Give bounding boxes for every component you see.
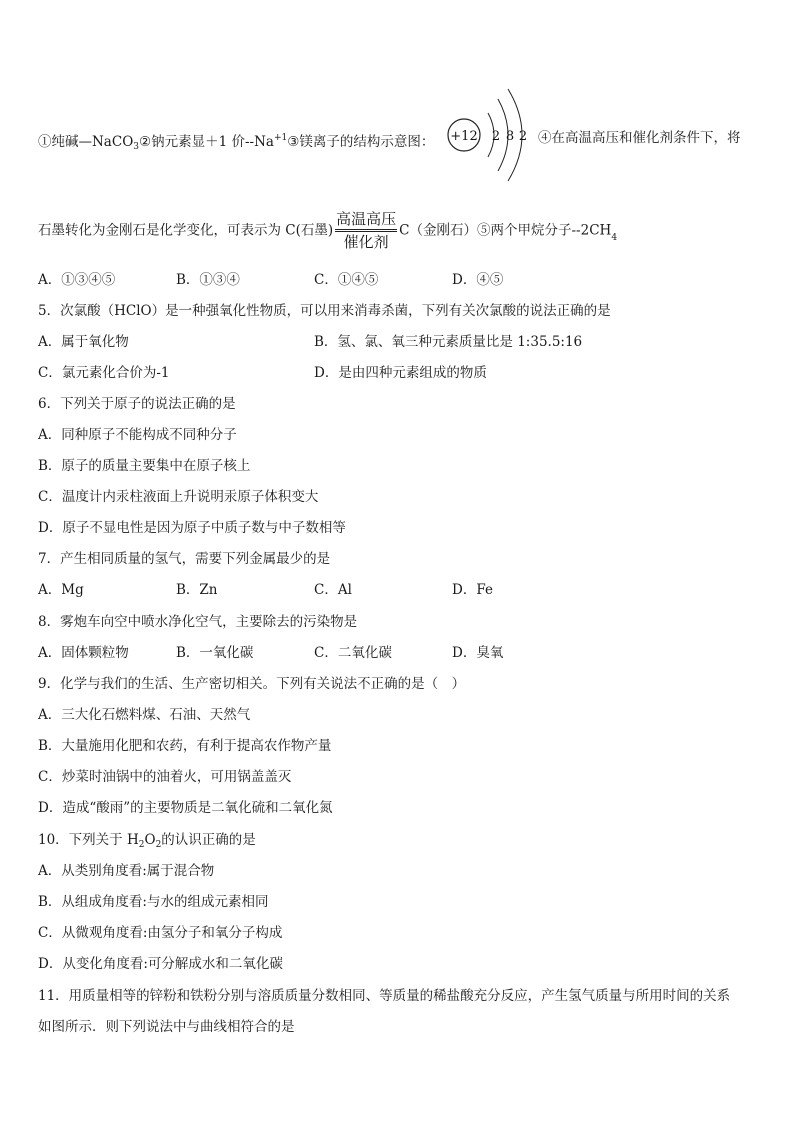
q11-stem-line1: 11．用质量相等的锌粉和铁粉分别与溶质质量分数相同、等质量的稀盐酸充分反应，产生氢气质量与所用时间的关系 (38, 988, 731, 1004)
q7-option-b[interactable]: B．Zn (176, 582, 218, 598)
q4-line2-text-b: C（金刚石）⑤两个甲烷分子--2CH (399, 222, 612, 239)
q4-line2 (38, 209, 617, 258)
q10-option-d[interactable]: D．从变化角度看:可分解成水和二氧化碳 (38, 956, 283, 972)
condition-top: 高温高压 (336, 210, 397, 228)
q8-option-d[interactable]: D．臭氧 (452, 645, 504, 661)
magnesium-ion-diagram (440, 85, 540, 185)
reaction-condition (335, 209, 397, 252)
q10-stem-b: O (144, 832, 156, 848)
q10-stem (38, 831, 256, 854)
q4-item2-sup: +1 (273, 133, 288, 143)
q4-item1-text: ①纯碱—NaCO (38, 134, 134, 150)
q4-option-a[interactable]: A．①③④⑤ (38, 272, 116, 288)
q6-option-a[interactable]: A．同种原子不能构成不同种分子 (38, 427, 237, 443)
q8-option-a[interactable]: A．固体颗粒物 (38, 645, 129, 661)
q6-option-d[interactable]: D．原子不显电性是因为原子中质子数与中子数相等 (38, 520, 346, 536)
condition-bottom: 催化剂 (343, 233, 389, 251)
q5-stem: 5．次氯酸（HClO）是一种强氧化性物质，可以用来消毒杀菌，下列有关次氯酸的说法正确的是 (38, 303, 611, 319)
q4-item1-sub: 3 (133, 142, 139, 152)
q4-line2-sub: 4 (611, 233, 618, 243)
nucleus-label: +12 (450, 129, 478, 144)
q10-stem-c: 的认识正确的是 (161, 832, 256, 848)
shell-count-3: 2 (518, 129, 528, 144)
q10-sub-1: 2 (138, 840, 145, 850)
q6-option-c[interactable]: C．温度计内汞柱液面上升说明汞原子体积变大 (38, 489, 319, 505)
q5-option-b[interactable]: B．氢、氯、氧三种元素质量比是 1:35.5:16 (314, 334, 583, 350)
q9-stem: 9．化学与我们的生活、生产密切相关。下列有关说法不正确的是（ ） (38, 676, 466, 692)
q10-option-b[interactable]: B．从组成角度看:与水的组成元素相同 (38, 894, 269, 910)
q9-option-a[interactable]: A．三大化石燃料煤、石油、天然气 (38, 707, 251, 723)
shell-count-1: 2 (491, 129, 501, 144)
q8-stem: 8．雾炮车向空中喷水净化空气，主要除去的污染物是 (38, 614, 358, 630)
q10-stem-a: 10．下列关于 H (38, 832, 139, 848)
q6-stem: 6．下列关于原子的说法正确的是 (38, 396, 236, 412)
q4-item3-text: ③镁离子的结构示意图： (287, 134, 435, 150)
q5-option-c[interactable]: C．氯元素化合价为-1 (38, 365, 170, 381)
q10-option-c[interactable]: C．从微观角度看:由氢分子和氧分子构成 (38, 925, 283, 941)
q6-option-b[interactable]: B．原子的质量主要集中在原子核上 (38, 458, 251, 474)
q5-option-d[interactable]: D．是由四种元素组成的物质 (314, 365, 487, 381)
q4-line2-text-a: 石墨转化为金刚石是化学变化，可表示为 C(石墨) (38, 222, 334, 239)
q4-option-c[interactable]: C．①④⑤ (314, 272, 379, 288)
q8-option-b[interactable]: B．一氧化碳 (176, 645, 254, 661)
q4-line1 (38, 129, 434, 156)
q7-option-a[interactable]: A．Mg (38, 582, 84, 598)
q8-option-c[interactable]: C．二氧化碳 (314, 645, 392, 661)
q4-option-b[interactable]: B．①③④ (176, 272, 240, 288)
q7-stem: 7．产生相同质量的氢气，需要下列金属最少的是 (38, 551, 331, 567)
shell-count-2: 8 (505, 129, 515, 144)
q5-option-a[interactable]: A．属于氧化物 (38, 334, 129, 350)
q4-item2-text: ②钠元素显＋1 价--Na (139, 134, 274, 150)
q11-stem-line2: 如图所示．则下列说法中与曲线相符合的是 (38, 1019, 295, 1035)
q9-option-c[interactable]: C．炒菜时油锅中的油着火，可用锅盖盖灭 (38, 769, 292, 785)
q7-option-d[interactable]: D．Fe (452, 582, 493, 598)
q9-option-d[interactable]: D．造成“酸雨”的主要物质是二氧化硫和二氧化氮 (38, 800, 333, 816)
q9-option-b[interactable]: B．大量施用化肥和农药，有利于提高农作物产量 (38, 738, 332, 754)
q4-option-d[interactable]: D．④⑤ (452, 272, 504, 288)
q10-option-a[interactable]: A．从类别角度看:属于混合物 (38, 863, 215, 879)
q7-option-c[interactable]: C．Al (314, 582, 352, 598)
q10-sub-2: 2 (155, 840, 162, 850)
q4-item4-text: ④在高温高压和催化剂条件下，将 (538, 130, 741, 146)
